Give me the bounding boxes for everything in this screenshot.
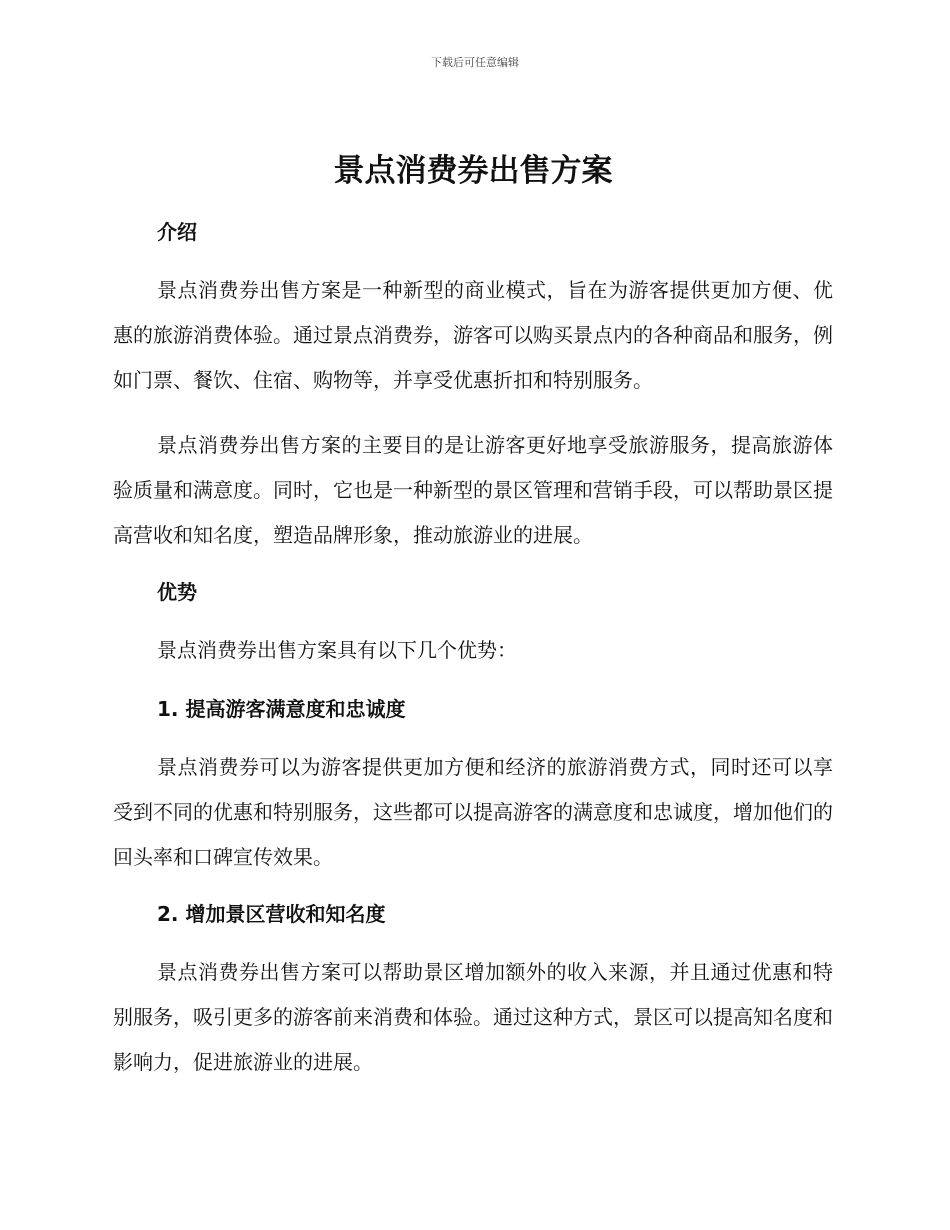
intro-paragraph-2: 景点消费券出售方案的主要目的是让游客更好地享受旅游服务，提高旅游体验质量和满意度。同时，它也是一种新型的景区管理和营销手段，可以帮助景区提高营收和知名度，塑造品牌形象，推动旅游业的进展。 bbox=[113, 433, 833, 547]
document-title: 景点消费券出售方案 bbox=[333, 153, 613, 189]
document-body bbox=[113, 148, 833, 1105]
advantage-1-paragraph: 景点消费券可以为游客提供更加方便和经济的旅游消费方式，同时还可以享受到不同的优惠和特别服务，这些都可以提高游客的满意度和忠诚度，增加他们的回头率和口碑宣传效果。 bbox=[113, 755, 833, 869]
subheading-advantage-1: 1. 提高游客满意度和忠诚度 bbox=[157, 697, 406, 721]
section-heading-advantages: 优势 bbox=[157, 580, 197, 604]
subheading-advantage-2: 2. 增加景区营收和知名度 bbox=[157, 902, 386, 926]
advantage-2-paragraph: 景点消费券出售方案可以帮助景区增加额外的收入来源，并且通过优惠和特别服务，吸引更多的游客前来消费和体验。通过这种方式，景区可以提高知名度和影响力，促进旅游业的进展。 bbox=[113, 960, 833, 1074]
advantages-intro-paragraph: 景点消费券出售方案具有以下几个优势： bbox=[157, 638, 517, 662]
intro-paragraph-1: 景点消费券出售方案是一种新型的商业模式，旨在为游客提供更加方便、优惠的旅游消费体验。通过景点消费券，游客可以购买景点内的各种商品和服务，例如门票、餐饮、住宿、购物等，并享受优惠折扣和特别服务。 bbox=[113, 278, 833, 392]
page-header-note: 下载后可任意编辑 bbox=[431, 56, 519, 69]
section-heading-intro: 介绍 bbox=[157, 220, 197, 244]
